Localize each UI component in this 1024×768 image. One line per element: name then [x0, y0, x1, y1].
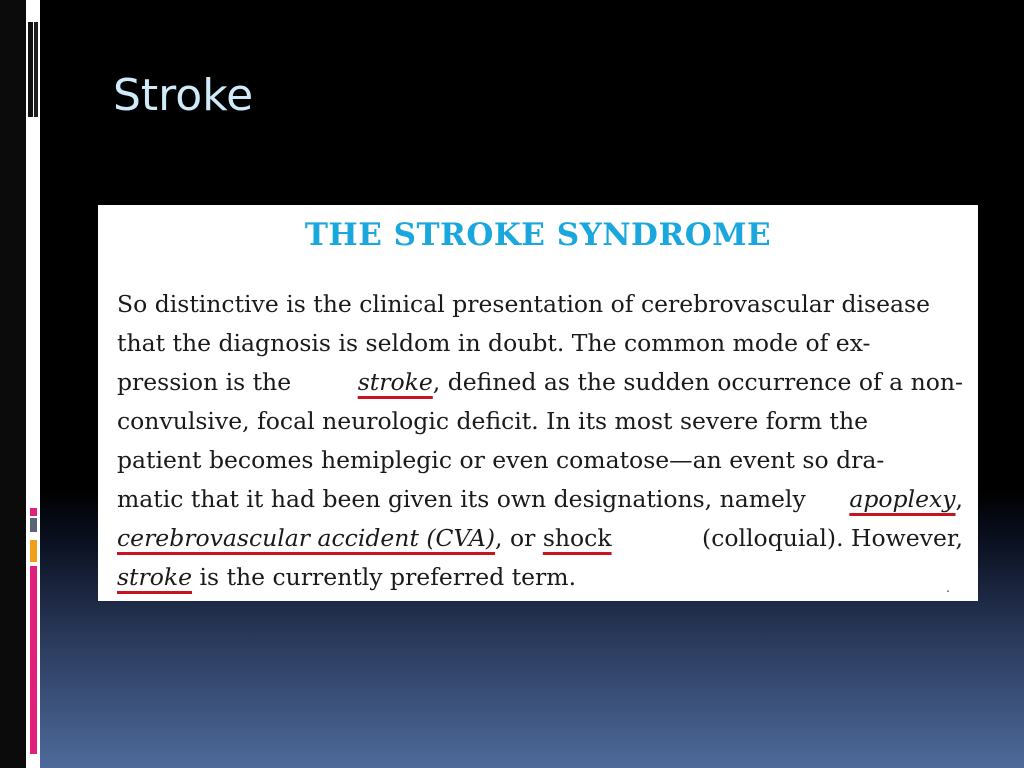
- magenta-marker-long: [30, 566, 37, 754]
- excerpt-text: is the currently preferred term.: [192, 563, 577, 591]
- excerpt-text: , or: [495, 524, 543, 552]
- slide-title: Stroke: [113, 70, 254, 121]
- excerpt-line-4: [117, 402, 963, 441]
- excerpt-line-8: [117, 558, 963, 597]
- term-cva: cerebrovascular accident (CVA): [117, 524, 496, 552]
- excerpt-line-6: [117, 480, 963, 519]
- magenta-marker-small: [30, 508, 37, 516]
- orange-marker: [30, 540, 37, 562]
- excerpt-text: that the diagnosis is seldom in doubt. The common mode of ex-: [117, 329, 871, 357]
- excerpt-line-3: [117, 363, 963, 402]
- term-apoplexy: apoplexy: [849, 485, 956, 513]
- excerpt-line-7: [117, 519, 963, 558]
- excerpt-text: matic that it had been given its own designations, namely: [117, 485, 814, 513]
- excerpt-text: (colloquial). However,: [694, 524, 963, 552]
- term-stroke: stroke: [357, 368, 433, 396]
- excerpt-text: ,: [955, 485, 963, 513]
- top-accent-bar-secondary: [34, 22, 38, 117]
- excerpt-text: , defined as the sudden occurrence of a non-: [432, 368, 963, 396]
- textbook-excerpt-image: [98, 205, 978, 601]
- term-shock: shock: [542, 524, 612, 552]
- excerpt-text: patient becomes hemiplegic or even comatose—an event so dra-: [117, 446, 885, 474]
- excerpt-text: convulsive, focal neurologic deficit. In its most severe form the: [117, 407, 869, 435]
- excerpt-line-1: [117, 285, 963, 324]
- excerpt-line-2: [117, 324, 963, 363]
- excerpt-line-5: [117, 441, 963, 480]
- corner-mark: .: [946, 581, 950, 595]
- excerpt-text: pression is the: [117, 368, 299, 396]
- excerpt-body: [117, 285, 963, 597]
- gray-marker: [30, 518, 37, 532]
- term-stroke-preferred: stroke: [117, 563, 193, 591]
- left-accent-strip: [0, 0, 40, 768]
- top-accent-bar: [28, 22, 33, 117]
- excerpt-heading: THE STROKE SYNDROME: [304, 217, 772, 253]
- excerpt-text: So distinctive is the clinical presentation of cerebrovascular disease: [117, 290, 930, 318]
- dark-vertical-bar: [0, 0, 26, 768]
